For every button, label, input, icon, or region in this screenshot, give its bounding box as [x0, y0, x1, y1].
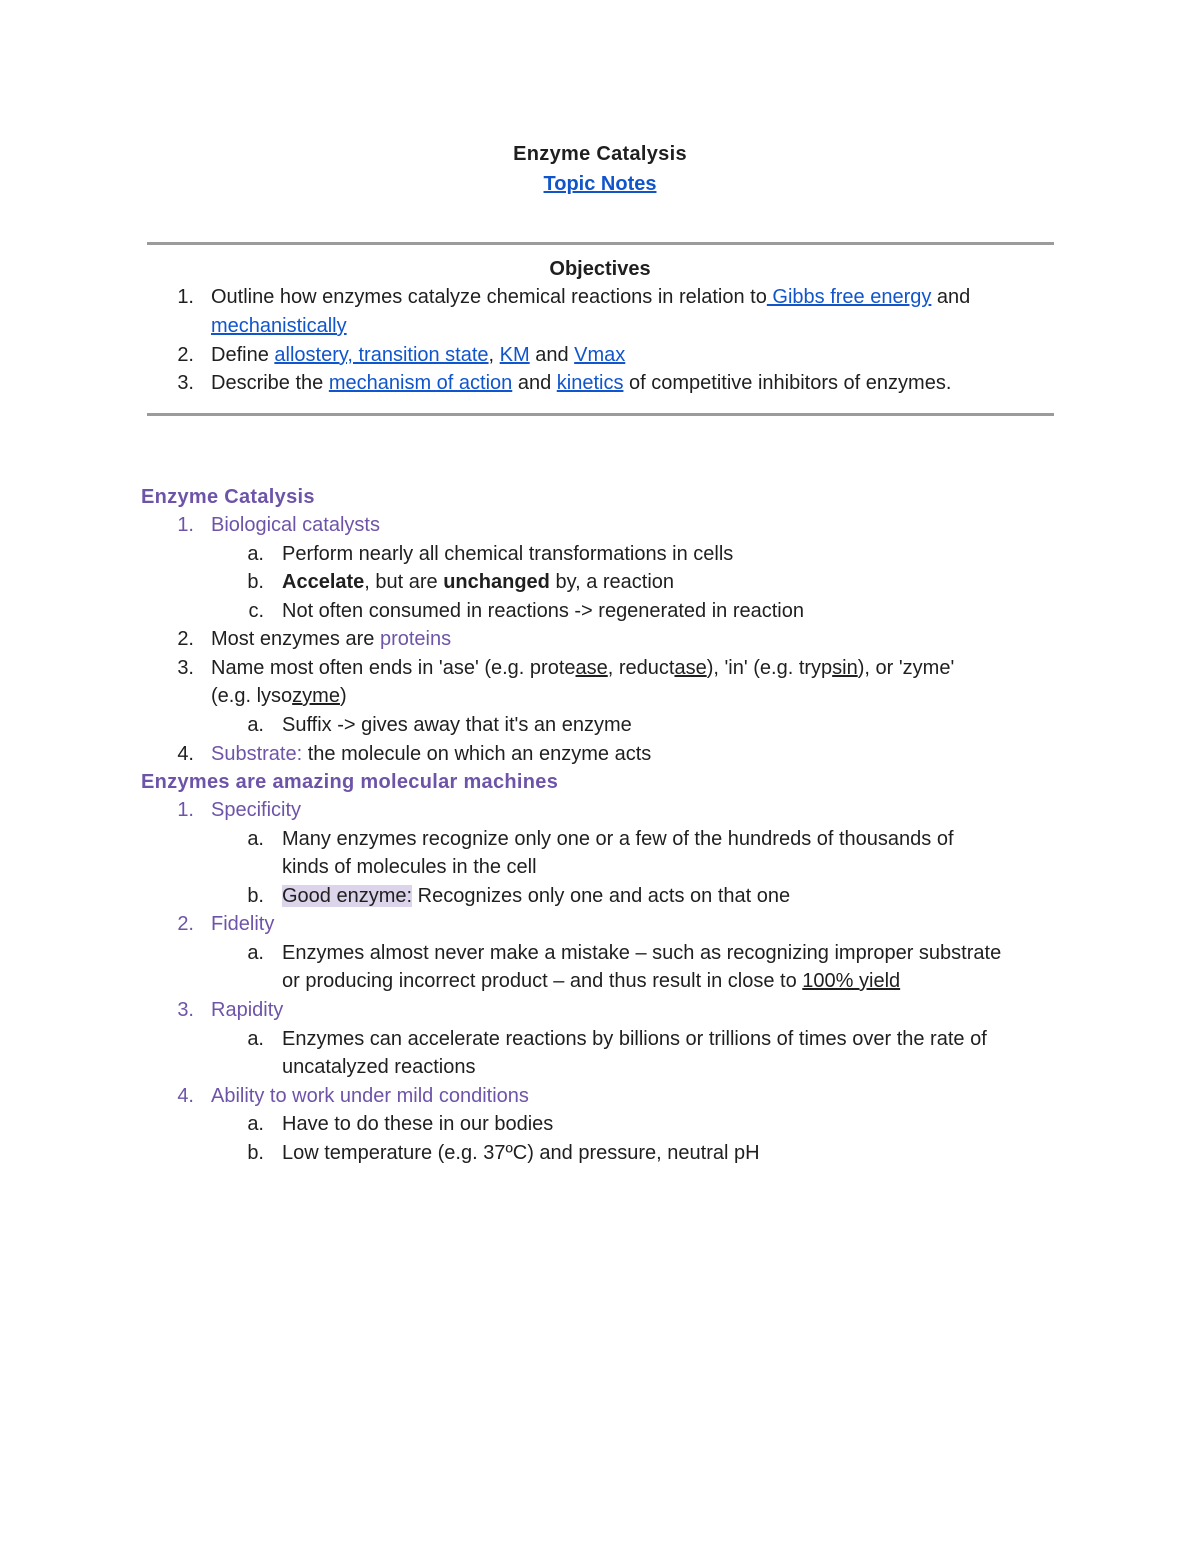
sub-marker: c.: [248, 600, 264, 622]
list-item: Name most often ends in 'ase' (e.g. protease, reductase), 'in' (e.g. trypsin), or 'zyme': [211, 657, 955, 679]
divider-top: [147, 242, 1054, 245]
objective-number: 1.: [177, 286, 194, 308]
list-number: 1.: [177, 799, 194, 821]
section-heading: Enzymes are amazing molecular machines: [141, 771, 559, 793]
km-link[interactable]: KM: [499, 344, 530, 366]
objective-item: Outline how enzymes catalyze chemical reactions in relation to Gibbs free energy and: [211, 286, 971, 308]
sub-item: Not often consumed in reactions -> regenerated in reaction: [282, 600, 804, 622]
sub-item: Low temperature (e.g. 37ºC) and pressure, neutral pH: [282, 1142, 760, 1164]
list-number: 4.: [177, 1085, 194, 1107]
objective-item: Define allostery, transition state, KM and Vmax: [211, 344, 626, 366]
highlighted-term: Good enzyme:: [282, 885, 413, 907]
section-heading: Enzyme Catalysis: [141, 486, 315, 508]
list-number: 2.: [177, 913, 194, 935]
vmax-link[interactable]: Vmax: [574, 344, 626, 366]
sub-marker: b.: [247, 1142, 264, 1164]
topic-notes-line: [0, 170, 1200, 198]
list-number: 3.: [177, 999, 194, 1021]
list-number: 3.: [177, 657, 194, 679]
sub-item: Enzymes can accelerate reactions by billions or trillions of times over the rate of: [282, 1028, 987, 1050]
sub-marker: a.: [247, 1113, 264, 1135]
sub-marker: a.: [247, 1028, 264, 1050]
objective-number: 3.: [177, 372, 194, 394]
sub-item: Accelate, but are unchanged by, a reaction: [282, 571, 675, 593]
allostery-link[interactable]: allostery, transition state: [274, 344, 489, 366]
list-item-label: Rapidity: [211, 999, 284, 1021]
list-item-continued: (e.g. lysozyme): [211, 685, 347, 707]
sub-marker: a.: [247, 942, 264, 964]
topic-notes-link[interactable]: Topic Notes: [543, 173, 657, 195]
sub-marker: a.: [247, 714, 264, 736]
sub-item: Suffix -> gives away that it's an enzyme: [282, 714, 632, 736]
mechanistically-link[interactable]: mechanistically: [211, 315, 347, 337]
objectives-heading: Objectives: [549, 258, 651, 280]
sub-item-continued: uncatalyzed reactions: [282, 1056, 476, 1078]
list-item-label: Fidelity: [211, 913, 275, 935]
sub-item: Many enzymes recognize only one or a few of the hundreds of thousands of: [282, 828, 954, 850]
sub-item: Perform nearly all chemical transformations in cells: [282, 543, 734, 565]
list-item-label: Specificity: [211, 799, 302, 821]
objective-item: Describe the mechanism of action and kinetics of competitive inhibitors of enzymes.: [211, 372, 952, 394]
list-item-label: Ability to work under mild conditions: [211, 1085, 529, 1107]
list-item: Substrate: the molecule on which an enzyme acts: [211, 743, 652, 765]
sub-item: Good enzyme: Recognizes only one and acts on that one: [282, 885, 791, 907]
kinetics-link[interactable]: kinetics: [556, 372, 624, 394]
list-item: Most enzymes are proteins: [211, 628, 452, 650]
objective-item-continued: [211, 312, 347, 340]
mechanism-of-action-link[interactable]: mechanism of action: [328, 372, 513, 394]
sub-item-continued: or producing incorrect product – and thus result in close to 100% yield: [282, 970, 901, 992]
sub-item: Have to do these in our bodies: [282, 1113, 554, 1135]
list-number: 4.: [177, 743, 194, 765]
divider-bottom: [147, 413, 1054, 416]
sub-item: Enzymes almost never make a mistake – such as recognizing improper substrate: [282, 942, 1002, 964]
document-title: Enzyme Catalysis: [513, 143, 687, 165]
list-number: 1.: [177, 514, 194, 536]
sub-marker: a.: [247, 543, 264, 565]
list-item-label: Biological catalysts: [211, 514, 380, 536]
list-number: 2.: [177, 628, 194, 650]
sub-marker: b.: [247, 571, 264, 593]
objective-number: 2.: [177, 344, 194, 366]
gibbs-free-energy-link[interactable]: Gibbs free energy: [766, 286, 932, 308]
sub-marker: a.: [247, 828, 264, 850]
sub-item-continued: kinds of molecules in the cell: [282, 856, 537, 878]
sub-marker: b.: [247, 885, 264, 907]
